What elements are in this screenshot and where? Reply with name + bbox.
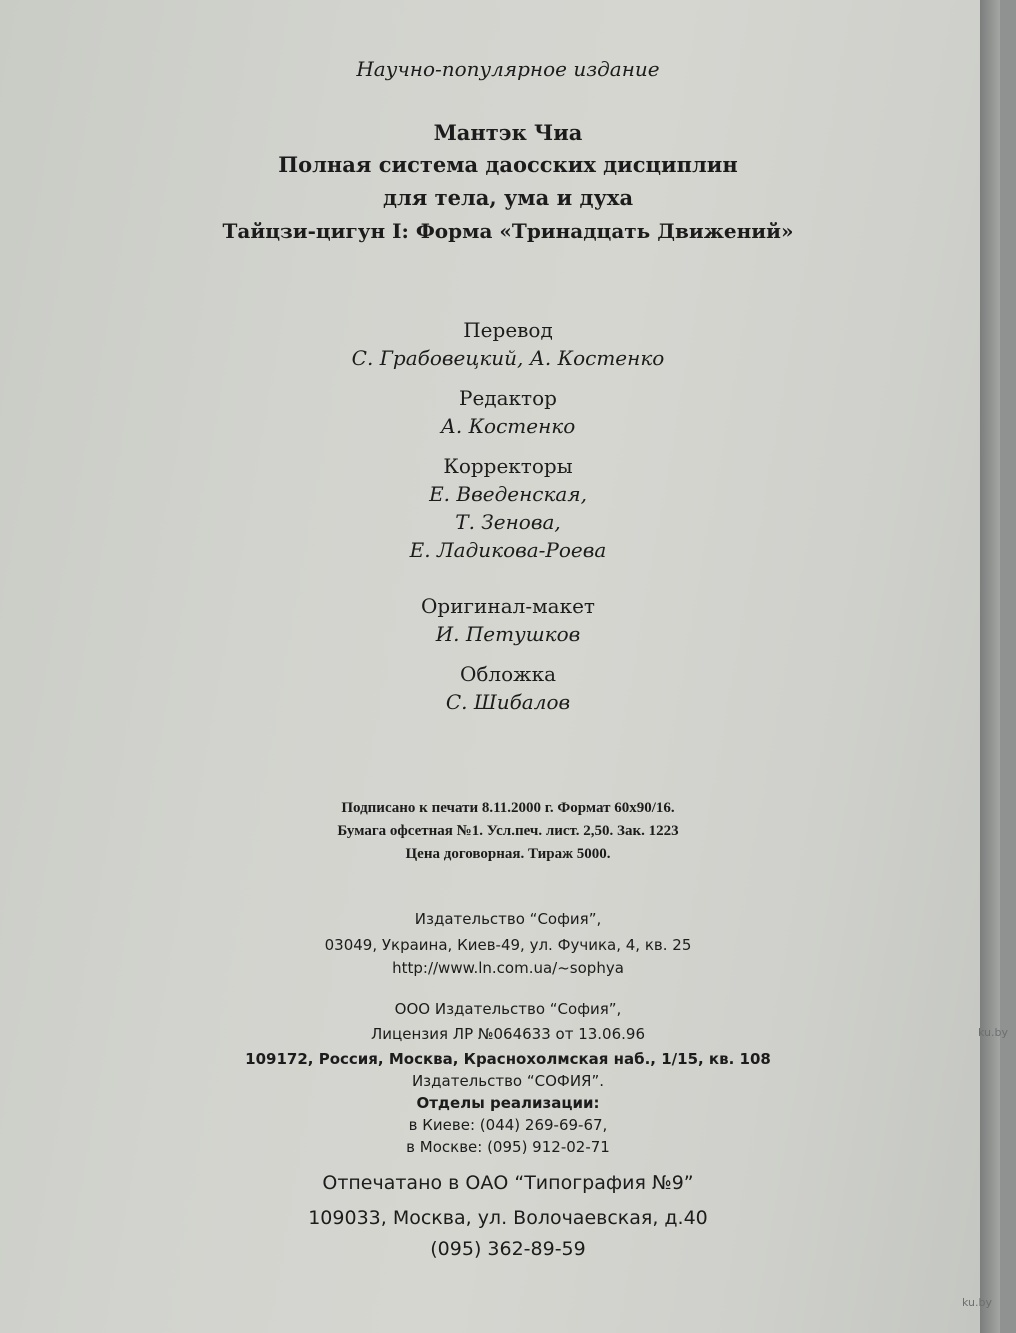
publisher-ru-address: 109172, Россия, Москва, Краснохолмская наб., 1/15, кв. 108	[245, 1050, 771, 1068]
print-info-line-1: Подписано к печати 8.11.2000 г. Формат 60х90/16.	[341, 800, 675, 816]
sales-kiev: в Киеве: (044) 269-69-67,	[408, 1116, 608, 1134]
site-watermark-bottom: ku.by	[962, 1296, 992, 1309]
editor-label: Редактор	[459, 386, 557, 410]
print-info-line-2: Бумага офсетная №1. Усл.печ. лист. 2,50. Зак. 1223	[337, 823, 679, 839]
title-line-1: Полная система даосских дисциплин	[278, 152, 738, 177]
proofreader-1: Е. Введенская,	[429, 482, 587, 506]
print-info-line-3: Цена договорная. Тираж 5000.	[405, 846, 611, 862]
translation-label: Перевод	[463, 318, 553, 342]
translation-names: С. Грабовецкий, А. Костенко	[351, 346, 665, 370]
layout-label: Оригинал-макет	[421, 594, 595, 618]
printer-line-1: Отпечатано в ОАО “Типография №9”	[322, 1172, 694, 1194]
proofreader-3: Е. Ладикова-Роева	[409, 538, 607, 562]
editor-name: А. Костенко	[440, 414, 576, 438]
cover-label: Обложка	[459, 662, 556, 686]
site-watermark: ku.by	[978, 1026, 1008, 1039]
publisher-ua-name: Издательство “София”,	[414, 910, 602, 928]
proofreaders-label: Корректоры	[443, 454, 573, 478]
title-line-2: для тела, ума и духа	[382, 185, 634, 210]
printer-line-3: (095) 362-89-59	[430, 1238, 586, 1260]
printer-line-2: 109033, Москва, ул. Волочаевская, д.40	[308, 1207, 708, 1229]
sales-label: Отделы реализации:	[416, 1094, 600, 1112]
subtitle: Тайцзи-цигун I: Форма «Тринадцать Движений»	[222, 219, 794, 243]
publisher-ua-url: http://www.ln.com.ua/~sophya	[392, 959, 624, 977]
sales-moscow: в Москве: (095) 912-02-71	[406, 1138, 610, 1156]
layout-name: И. Петушков	[435, 622, 581, 646]
publisher-ru-license: Лицензия ЛР №064633 от 13.06.96	[371, 1025, 645, 1043]
cover-name: С. Шибалов	[445, 690, 571, 714]
publisher-ru-brand: Издательство “СОФИЯ”.	[411, 1072, 605, 1090]
publisher-ua-address: 03049, Украина, Киев-49, ул. Фучика, 4, кв. 25	[324, 936, 692, 954]
author-name: Мантэк Чиа	[433, 120, 583, 145]
publisher-ru-name: ООО Издательство “София”,	[394, 1000, 622, 1018]
proofreader-2: Т. Зенова,	[455, 510, 561, 534]
edition-type: Научно-популярное издание	[356, 57, 660, 81]
page-edge	[980, 0, 1000, 1333]
